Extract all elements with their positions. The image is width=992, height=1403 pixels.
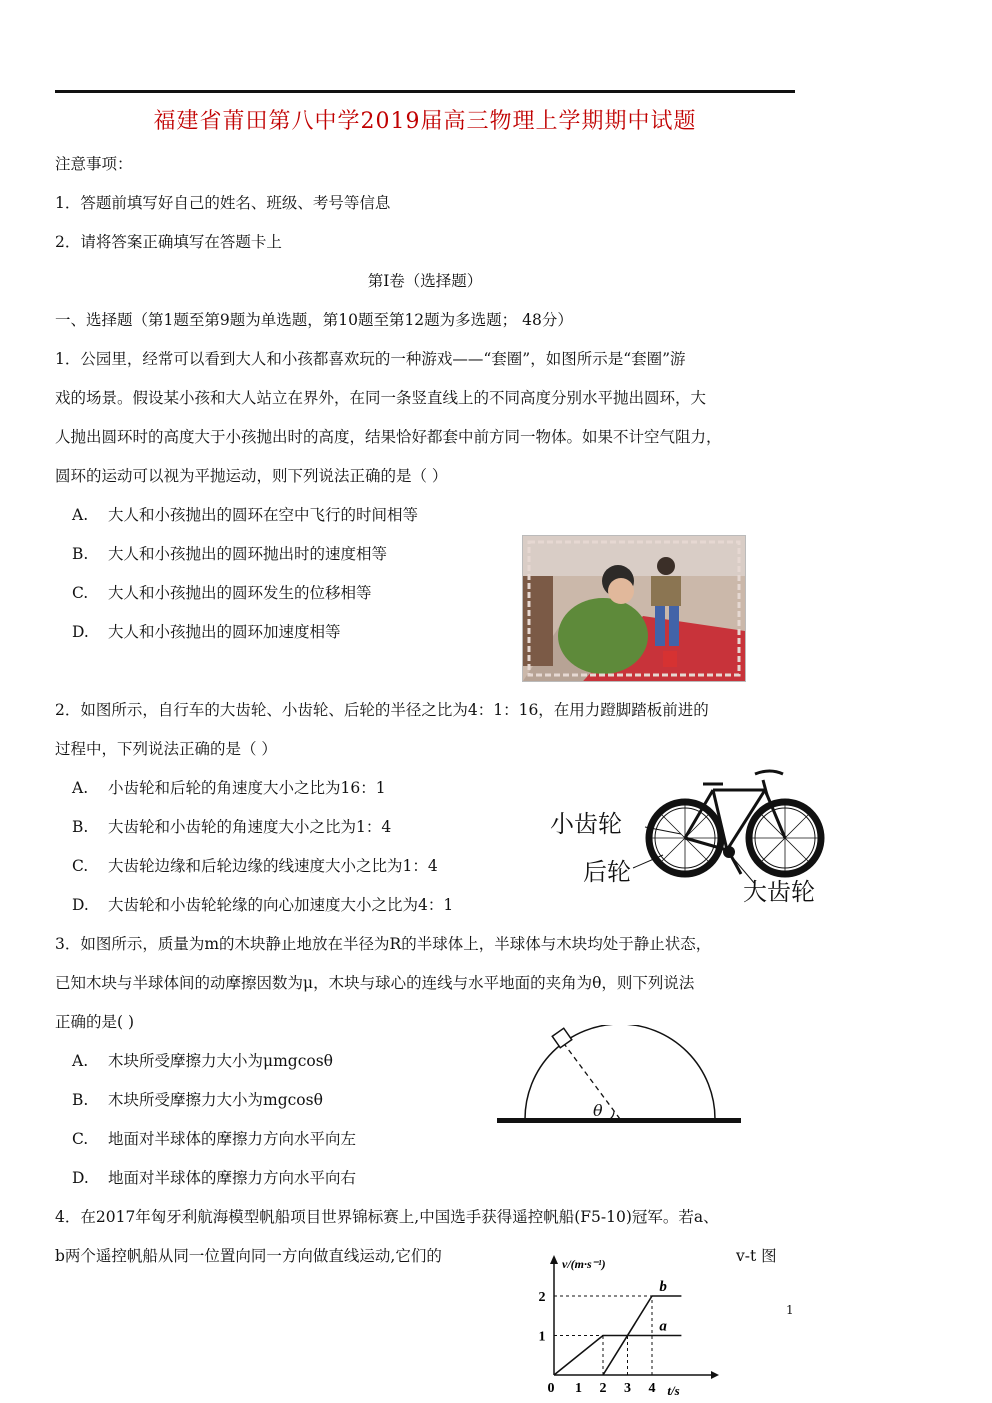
- label-small-gear: 小齿轮: [550, 811, 622, 838]
- q3-option-a: [72, 1051, 333, 1071]
- y-axis-label: v/(m·s⁻¹): [562, 1257, 606, 1271]
- notes-heading: 注意事项：: [55, 155, 133, 173]
- x-axis-label: t/s: [667, 1383, 680, 1398]
- option-letter: D.: [72, 623, 89, 641]
- q1-line-3: 人抛出圆环时的高度大于小孩抛出时的高度，结果恰好都套中前方同一物体。如果不计空气阻力，: [55, 428, 722, 446]
- option-text: 大人和小孩抛出的圆环抛出时的速度相等: [108, 545, 388, 563]
- part-heading: 一、选择题（第1题至第9题为单选题，第10题至第12题为多选题； 48分）: [55, 311, 573, 329]
- label-big-gear: 大齿轮: [743, 879, 815, 906]
- q3-option-b: [72, 1090, 323, 1110]
- x-tick-label: 2: [599, 1381, 607, 1396]
- option-letter: B.: [72, 818, 89, 836]
- option-text: 小齿轮和后轮的角速度大小之比为16：1: [108, 779, 386, 797]
- q1-option-c: [72, 583, 372, 603]
- wooden-block: [552, 1028, 571, 1047]
- y-tick-label: 1: [538, 1329, 546, 1345]
- option-letter: A.: [72, 1052, 89, 1070]
- option-text: 木块所受摩擦力大小为μmgcosθ: [108, 1052, 333, 1070]
- q2-option-a: [72, 778, 386, 798]
- y-axis-arrow: [550, 1255, 558, 1264]
- chart-axes: [550, 1255, 719, 1379]
- option-text: 大人和小孩抛出的圆环加速度相等: [108, 623, 341, 641]
- series-line-a: [554, 1336, 681, 1376]
- x-tick-label: 0: [547, 1381, 555, 1396]
- hemisphere-figure: [495, 1025, 745, 1125]
- q4-line-2-left: b两个遥控帆船从同一位置向同一方向做直线运动,它们的: [55, 1247, 442, 1265]
- option-letter: A.: [72, 506, 89, 524]
- q1-line-1: 1．公园里，经常可以看到大人和小孩都喜欢玩的一种游戏——“套圈”，如图所示是“套圈”游: [55, 350, 686, 368]
- option-letter: B.: [72, 1091, 89, 1109]
- q3-option-d: [72, 1168, 356, 1188]
- page-number: 1: [786, 1303, 794, 1317]
- option-text: 大人和小孩抛出的圆环发生的位移相等: [108, 584, 372, 602]
- label-rear-wheel: 后轮: [583, 859, 631, 886]
- option-text: 大人和小孩抛出的圆环在空中飞行的时间相等: [108, 506, 419, 524]
- q2-option-d: [72, 895, 453, 915]
- option-letter: C.: [72, 1130, 89, 1148]
- q2-line-1: 2．如图所示，自行车的大齿轮、小齿轮、后轮的半径之比为4：1：16，在用力蹬脚踏板前进的: [55, 701, 709, 719]
- option-letter: D.: [72, 1169, 89, 1187]
- q1-line-2: 戏的场景。假设某小孩和大人站立在界外，在同一条竖直线上的不同高度分别水平抛出圆环，大: [55, 389, 707, 407]
- option-text: 地面对半球体的摩擦力方向水平向左: [108, 1130, 357, 1148]
- page-title: 福建省莆田第八中学2019届高三物理上学期期中试题: [153, 109, 697, 134]
- x-axis-arrow: [711, 1371, 719, 1379]
- q3-option-c: [72, 1129, 356, 1149]
- q1-option-b: [72, 544, 387, 564]
- option-letter: D.: [72, 896, 89, 914]
- option-letter: A.: [72, 779, 89, 797]
- x-tick-label: 1: [575, 1381, 582, 1396]
- ring-toss-photo: [522, 535, 746, 682]
- option-text: 大齿轮和小齿轮轮缘的向心加速度大小之比为4：1: [108, 896, 454, 914]
- q4-line-2-right: v-t 图: [736, 1247, 777, 1265]
- q3-line-3: 正确的是( ): [55, 1013, 135, 1031]
- option-letter: B.: [72, 545, 89, 563]
- x-tick-label: 4: [648, 1381, 656, 1396]
- q2-option-c: [72, 856, 438, 876]
- y-tick-label: 2: [538, 1290, 546, 1305]
- x-tick-label: 3: [624, 1381, 631, 1396]
- option-text: 地面对半球体的摩擦力方向水平向右: [108, 1169, 357, 1187]
- ground-line: [497, 1118, 741, 1123]
- vt-chart: [535, 1252, 725, 1398]
- series-label-a: a: [659, 1318, 667, 1335]
- q3-line-2: 已知木块与半球体间的动摩擦因数为μ，木块与球心的连线与水平地面的夹角为θ，则下列说法: [55, 974, 695, 992]
- q1-option-a: [72, 505, 418, 525]
- option-text: 木块所受摩擦力大小为mgcosθ: [108, 1091, 323, 1109]
- q2-line-2: 过程中，下列说法正确的是（ ）: [55, 740, 277, 758]
- option-letter: C.: [72, 857, 89, 875]
- option-text: 大齿轮边缘和后轮边缘的线速度大小之比为1：4: [108, 857, 438, 875]
- section-title: 第I卷（选择题）: [367, 272, 483, 290]
- theta-label: θ: [593, 1101, 603, 1120]
- option-text: 大齿轮和小齿轮的角速度大小之比为1：4: [108, 818, 392, 836]
- series-label-b: b: [659, 1279, 667, 1295]
- q1-option-d: [72, 622, 341, 642]
- q2-option-b: [72, 817, 391, 837]
- option-letter: C.: [72, 584, 89, 602]
- q1-line-4: 圆环的运动可以视为平抛运动，则下列说法正确的是（ ）: [55, 467, 448, 485]
- q4-line-1: 4．在2017年匈牙利航海模型帆船项目世界锦标赛上,中国选手获得遥控帆船(F5-10)冠军。若a、: [55, 1208, 719, 1226]
- notes-item-1: 1．答题前填写好自己的姓名、班级、考号等信息: [55, 194, 391, 212]
- notes-item-2: 2．请将答案正确填写在答题卡上: [55, 233, 282, 251]
- header-rule: [55, 90, 795, 93]
- q3-line-1: 3．如图所示，质量为m的木块静止地放在半径为R的半球体上，半球体与木块均处于静止状态，: [55, 935, 712, 953]
- bicycle-figure: [545, 760, 845, 910]
